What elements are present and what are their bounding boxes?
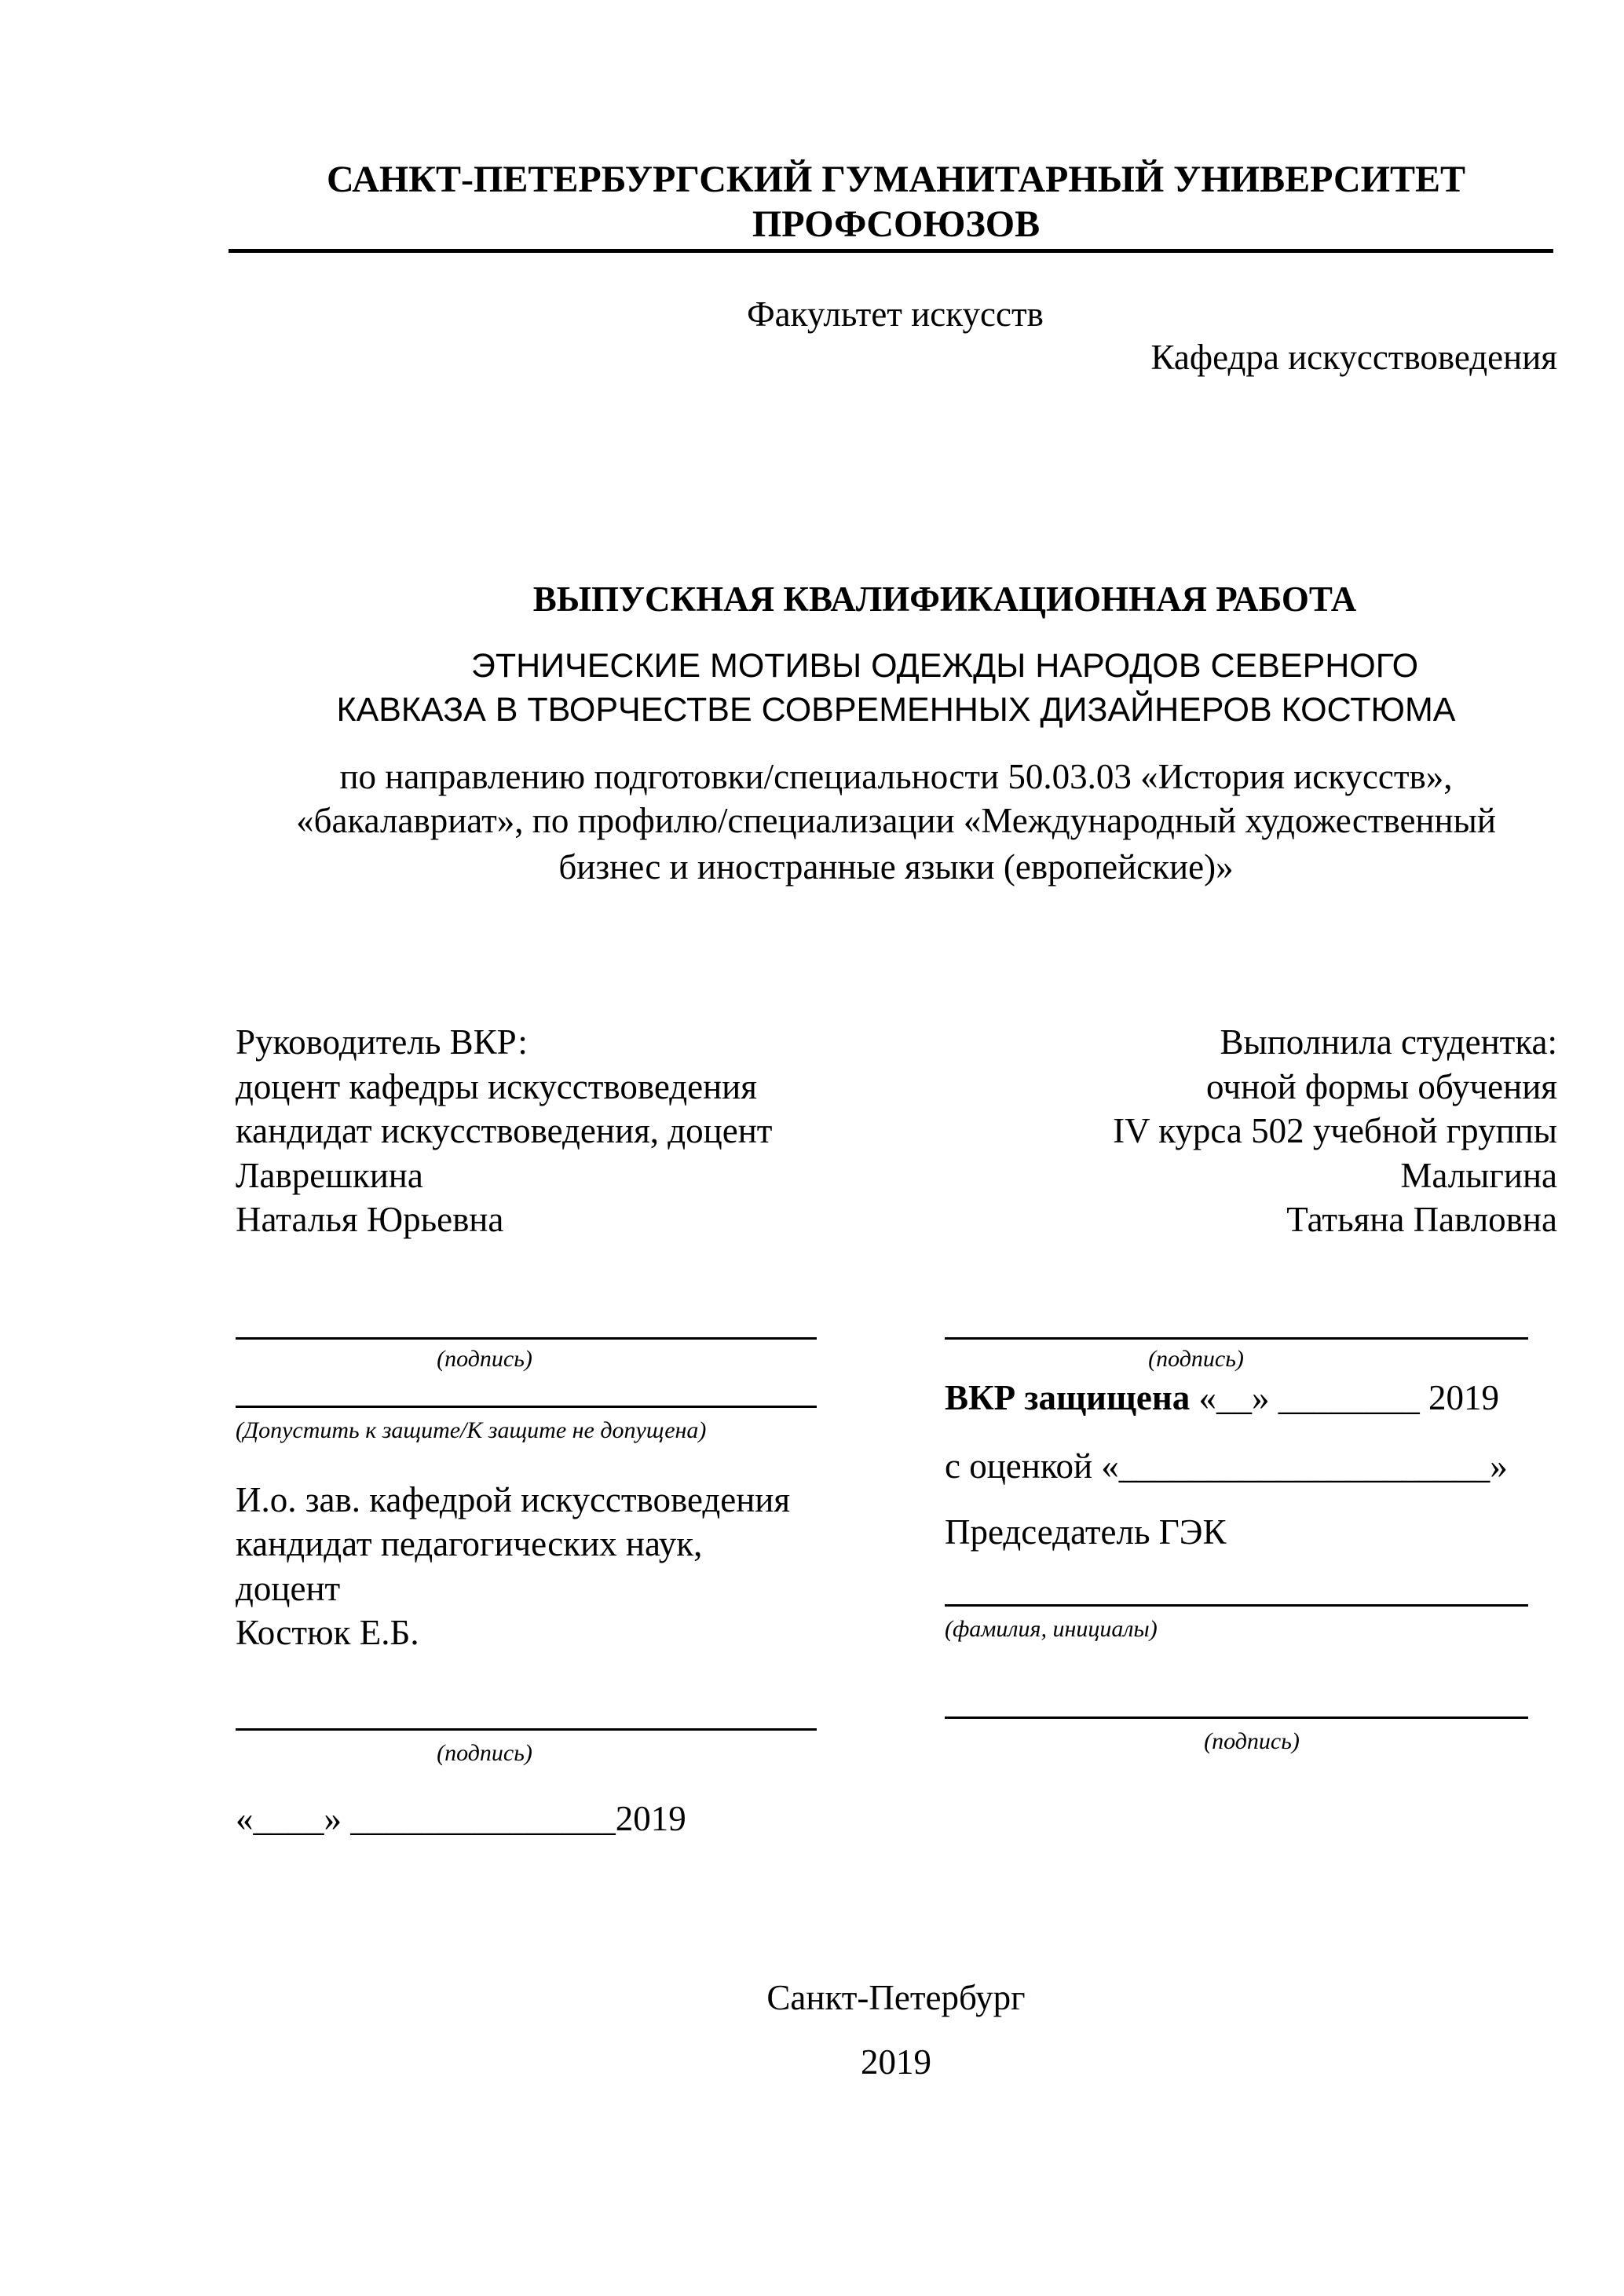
chair-signature-line	[945, 1717, 1528, 1719]
supervisor-line: Лаврешкина	[236, 1156, 423, 1195]
gek-chair: Председатель ГЭК	[945, 1512, 1227, 1552]
grade-blank: _____________________	[1118, 1446, 1490, 1486]
head-date-month: _______________	[350, 1799, 616, 1838]
head-line: И.о. зав. кафедрой искусствоведения	[236, 1480, 791, 1519]
student-line: Татьяна Павловна	[1286, 1200, 1557, 1239]
defense-status	[945, 1377, 1499, 1418]
supervisor-signature-caption: (подпись)	[437, 1346, 532, 1372]
head-date-day: «____»	[236, 1799, 351, 1838]
supervisor-line: Руководитель ВКР:	[236, 1022, 528, 1062]
direction-line1: по направлению подготовки/специальности 50.03.03 «История искусств»,	[339, 757, 1453, 796]
head-line: кандидат педагогических наук,	[236, 1524, 703, 1563]
header-divider	[229, 249, 1553, 253]
university-name-line1: САНКТ-ПЕТЕРБУРГСКИЙ ГУМАНИТАРНЫЙ УНИВЕРСИТЕТ	[326, 159, 1466, 200]
direction-line2: «бакалавриат», по профилю/специализации «Международный художественный	[296, 801, 1496, 840]
faculty: Факультет искусств	[747, 294, 1044, 334]
work-title-line1: ЭТНИЧЕСКИЕ МОТИВЫ ОДЕЖДЫ НАРОДОВ СЕВЕРНОГО	[470, 647, 1419, 685]
head-date	[236, 1798, 686, 1839]
defense-date: «__» ________ 2019	[1198, 1378, 1500, 1417]
supervisor-line: Наталья Юрьевна	[236, 1200, 504, 1239]
student-line: IV курса 502 учебной группы	[1113, 1111, 1557, 1150]
head-signature-line	[236, 1728, 817, 1731]
supervisor-line: кандидат искусствоведения, доцент	[236, 1111, 773, 1150]
admission-caption: (Допустить к защите/К защите не допущена)	[236, 1417, 707, 1443]
head-date-year: 2019	[615, 1799, 686, 1838]
department: Кафедра искусствоведения	[1150, 338, 1557, 377]
student-line: очной формы обучения	[1206, 1067, 1557, 1106]
supervisor-signature-line	[236, 1337, 817, 1340]
university-name-line2: ПРОФСОЮЗОВ	[752, 203, 1041, 245]
grade-suffix: »	[1490, 1446, 1508, 1486]
head-line: Костюк Е.Б.	[236, 1613, 419, 1652]
work-title-line2: КАВКАЗА В ТВОРЧЕСТВЕ СОВРЕМЕННЫХ ДИЗАЙНЕРОВ КОСТЮМА	[336, 691, 1456, 729]
grade-prefix: с оценкой «	[945, 1446, 1119, 1486]
student-line: Малыгина	[1400, 1156, 1557, 1195]
work-type: ВЫПУСКНАЯ КВАЛИФИКАЦИОННАЯ РАБОТА	[532, 579, 1357, 619]
student-line: Выполнила студентка:	[1220, 1022, 1557, 1062]
supervisor-line: доцент кафедры искусствоведения	[236, 1067, 757, 1106]
defense-grade	[945, 1446, 1508, 1486]
chair-name-line	[945, 1604, 1528, 1607]
city: Санкт-Петербург	[766, 1978, 1026, 2017]
direction-line3: бизнес и иностранные языки (европейские)»	[558, 847, 1234, 887]
head-signature-caption: (подпись)	[437, 1740, 532, 1766]
defense-label: ВКР защищена	[945, 1378, 1191, 1417]
chair-name-caption: (фамилия, инициалы)	[945, 1616, 1158, 1642]
chair-signature-caption: (подпись)	[1204, 1728, 1300, 1754]
admission-line	[236, 1406, 817, 1408]
student-signature-line	[945, 1337, 1528, 1340]
head-line: доцент	[236, 1569, 341, 1608]
year: 2019	[861, 2042, 931, 2082]
student-signature-caption: (подпись)	[1148, 1346, 1244, 1372]
